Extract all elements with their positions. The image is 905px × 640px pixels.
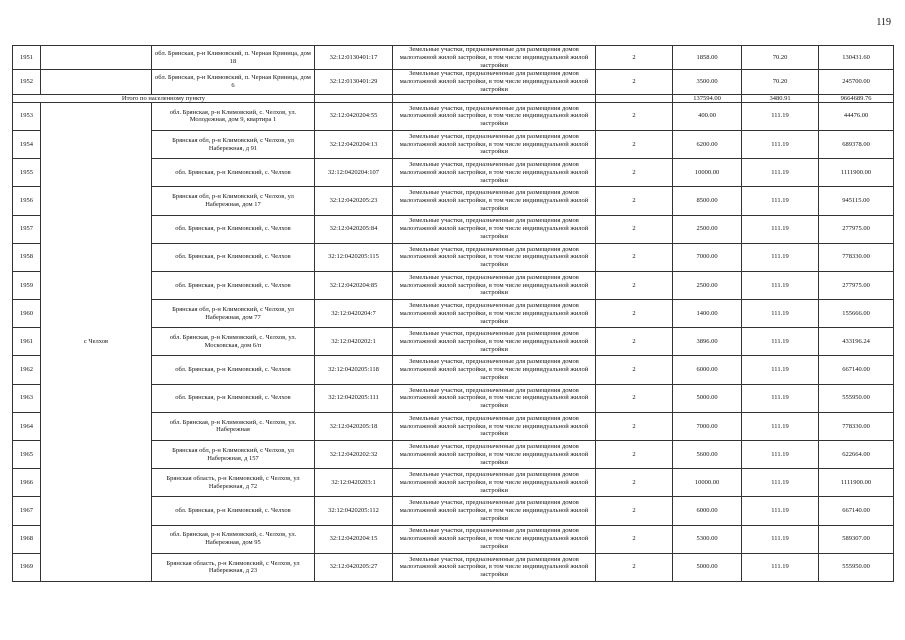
cadastral-value-cell: 130431.60 (819, 46, 894, 70)
row-number: 1951 (13, 46, 41, 70)
cadastral-number-cell: 32:12:0420204:55 (315, 102, 393, 130)
group-cell: 2 (596, 356, 673, 384)
cadastral-value-cell: 44476.00 (819, 102, 894, 130)
land-use-cell: Земельные участки, предназначенные для размещения домов малоэтажной жилой застройки, в том числе индивидуальной жилой застройки (393, 441, 596, 469)
rate-cell: 111.19 (742, 215, 819, 243)
rate-cell: 111.19 (742, 102, 819, 130)
group-cell: 2 (596, 328, 673, 356)
land-use-cell: Земельные участки, предназначенные для размещения домов малоэтажной жилой застройки, в том числе индивидуальной жилой застройки (393, 469, 596, 497)
row-number: 1968 (13, 525, 41, 553)
locality-label: с Челхов (41, 102, 152, 581)
area-cell: 6000.00 (673, 356, 742, 384)
cadastral-number-cell: 32:12:0130401:17 (315, 46, 393, 70)
row-number: 1966 (13, 469, 41, 497)
group-cell: 2 (596, 243, 673, 271)
land-use-cell: Земельные участки, предназначенные для размещения домов малоэтажной жилой застройки, в том числе индивидуальной жилой застройки (393, 70, 596, 94)
cadastral-value-cell: 1111900.00 (819, 469, 894, 497)
row-number: 1969 (13, 553, 41, 581)
rate-cell: 111.19 (742, 243, 819, 271)
address-cell: обл. Брянская, р-н Климовский, с. Челхов (152, 384, 315, 412)
cadastral-value-cell: 945115.00 (819, 187, 894, 215)
land-use-cell: Земельные участки, предназначенные для размещения домов малоэтажной жилой застройки, в том числе индивидуальной жилой застройки (393, 412, 596, 440)
cadastral-number-cell: 32:12:0420205:115 (315, 243, 393, 271)
address-cell: обл. Брянская, р-н Климовский, с. Челхов (152, 215, 315, 243)
row-number: 1967 (13, 497, 41, 525)
area-cell: 400.00 (673, 102, 742, 130)
cadastral-value-table (12, 45, 894, 582)
land-use-cell: Земельные участки, предназначенные для размещения домов малоэтажной жилой застройки, в том числе индивидуальной жилой застройки (393, 384, 596, 412)
cadastral-value-cell: 622664.00 (819, 441, 894, 469)
land-use-cell: Земельные участки, предназначенные для размещения домов малоэтажной жилой застройки, в том числе индивидуальной жилой застройки (393, 243, 596, 271)
group-cell: 2 (596, 300, 673, 328)
land-use-cell: Земельные участки, предназначенные для размещения домов малоэтажной жилой застройки, в том числе индивидуальной жилой застройки (393, 159, 596, 187)
address-cell: обл. Брянская, р-н Климовский, с. Челхов (152, 356, 315, 384)
cadastral-number-cell: 32:12:0420205:111 (315, 384, 393, 412)
cadastral-value-cell: 1111900.00 (819, 159, 894, 187)
area-cell: 6000.00 (673, 497, 742, 525)
rate-cell: 111.19 (742, 271, 819, 299)
total-row (13, 94, 894, 102)
rate-cell: 111.19 (742, 469, 819, 497)
land-use-cell: Земельные участки, предназначенные для размещения домов малоэтажной жилой застройки, в том числе индивидуальной жилой застройки (393, 215, 596, 243)
address-cell: обл. Брянская, р-н Климовский, с. Челхов, ул. Московская, дом 6/п (152, 328, 315, 356)
address-cell: обл. Брянская, р-н Климовский, с. Челхов (152, 243, 315, 271)
area-cell: 7000.00 (673, 412, 742, 440)
row-number: 1965 (13, 441, 41, 469)
group-cell: 2 (596, 130, 673, 158)
land-use-cell: Земельные участки, предназначенные для размещения домов малоэтажной жилой застройки, в том числе индивидуальной жилой застройки (393, 102, 596, 130)
group-cell: 2 (596, 441, 673, 469)
land-use-cell: Земельные участки, предназначенные для размещения домов малоэтажной жилой застройки, в том числе индивидуальной жилой застройки (393, 328, 596, 356)
area-cell: 10000.00 (673, 159, 742, 187)
group-cell: 2 (596, 215, 673, 243)
cadastral-value-cell: 277975.00 (819, 215, 894, 243)
cadastral-number-cell: 32:12:0420205:84 (315, 215, 393, 243)
land-use-cell: Земельные участки, предназначенные для размещения домов малоэтажной жилой застройки, в том числе индивидуальной жилой застройки (393, 187, 596, 215)
cadastral-number-cell: 32:12:0420205:23 (315, 187, 393, 215)
row-number: 1961 (13, 328, 41, 356)
cadastral-number-cell: 32:12:0420203:1 (315, 469, 393, 497)
group-cell: 2 (596, 46, 673, 70)
land-use-cell: Земельные участки, предназначенные для размещения домов малоэтажной жилой застройки, в том числе индивидуальной жилой застройки (393, 553, 596, 581)
cadastral-number-cell: 32:12:0420204:85 (315, 271, 393, 299)
area-cell: 5000.00 (673, 553, 742, 581)
total-area: 137594.00 (673, 94, 742, 102)
group-cell: 2 (596, 525, 673, 553)
rate-cell: 111.19 (742, 328, 819, 356)
table-row (13, 70, 894, 94)
row-number: 1957 (13, 215, 41, 243)
group-cell: 2 (596, 384, 673, 412)
group-cell: 2 (596, 553, 673, 581)
rate-cell: 111.19 (742, 412, 819, 440)
cadastral-value-cell: 245700.00 (819, 70, 894, 94)
address-cell: Брянская обл, р-н Климовский, с Челхов, ул Набережная, д 91 (152, 130, 315, 158)
address-cell: Брянская обл, р-н Климовский, с Челхов, ул Набережная, дом 77 (152, 300, 315, 328)
row-number: 1963 (13, 384, 41, 412)
area-cell: 7000.00 (673, 243, 742, 271)
rate-cell: 111.19 (742, 525, 819, 553)
cadastral-value-cell: 555950.00 (819, 384, 894, 412)
cadastral-value-cell: 778330.00 (819, 243, 894, 271)
cadastral-number-cell: 32:12:0420204:7 (315, 300, 393, 328)
row-number: 1952 (13, 70, 41, 94)
rate-cell: 111.19 (742, 497, 819, 525)
cadastral-value-cell: 689378.00 (819, 130, 894, 158)
group-cell: 2 (596, 70, 673, 94)
group-cell: 2 (596, 187, 673, 215)
cadastral-value-cell: 555950.00 (819, 553, 894, 581)
address-cell: Брянская область, р-н Климовский, с Челхов, ул Набережная, д 23 (152, 553, 315, 581)
group-cell: 2 (596, 271, 673, 299)
rate-cell: 111.19 (742, 300, 819, 328)
land-use-cell: Земельные участки, предназначенные для размещения домов малоэтажной жилой застройки, в том числе индивидуальной жилой застройки (393, 525, 596, 553)
row-number: 1956 (13, 187, 41, 215)
total-label: Итого по населенному пункту (13, 94, 315, 102)
address-cell: обл. Брянская, р-н Климовский, с. Челхов (152, 271, 315, 299)
address-cell: Брянская обл, р-н Климовский, с Челхов, ул Набережная, дом 17 (152, 187, 315, 215)
total-rate: 3480.91 (742, 94, 819, 102)
row-number: 1955 (13, 159, 41, 187)
group-cell: 2 (596, 412, 673, 440)
group-cell: 2 (596, 102, 673, 130)
area-cell: 10000.00 (673, 469, 742, 497)
cadastral-number-cell: 32:12:0420205:18 (315, 412, 393, 440)
cadastral-value-cell: 778330.00 (819, 412, 894, 440)
cadastral-value-cell: 667140.00 (819, 356, 894, 384)
total-value: 9664689.76 (819, 94, 894, 102)
address-cell: обл. Брянская, р-н Климовский, п. Черная Криница, дом 6 (152, 70, 315, 94)
land-use-cell: Земельные участки, предназначенные для размещения домов малоэтажной жилой застройки, в том числе индивидуальной жилой застройки (393, 46, 596, 70)
group-cell: 2 (596, 497, 673, 525)
area-cell: 6200.00 (673, 130, 742, 158)
address-cell: Брянская обл, р-н Климовский, с Челхов, ул Набережная, д 157 (152, 441, 315, 469)
group-cell: 2 (596, 469, 673, 497)
area-cell: 1858.00 (673, 46, 742, 70)
cadastral-number-cell: 32:12:0420205:27 (315, 553, 393, 581)
total-section (13, 94, 894, 102)
area-cell: 5000.00 (673, 384, 742, 412)
cadastral-number-cell: 32:12:0420205:112 (315, 497, 393, 525)
cadastral-value-cell: 589307.00 (819, 525, 894, 553)
rate-cell: 111.19 (742, 187, 819, 215)
cadastral-number-cell: 32:12:0420205:118 (315, 356, 393, 384)
address-cell: обл. Брянская, р-н Климовский, с. Челхов, ул. Набережная, дом 95 (152, 525, 315, 553)
land-use-cell: Земельные участки, предназначенные для размещения домов малоэтажной жилой застройки, в том числе индивидуальной жилой застройки (393, 300, 596, 328)
rate-cell: 111.19 (742, 130, 819, 158)
row-number: 1954 (13, 130, 41, 158)
address-cell: обл. Брянская, р-н Климовский, с. Челхов, ул. Набережная (152, 412, 315, 440)
area-cell: 3500.00 (673, 70, 742, 94)
locality-cell (41, 46, 152, 70)
area-cell: 5300.00 (673, 525, 742, 553)
rate-cell: 70.20 (742, 46, 819, 70)
row-number: 1953 (13, 102, 41, 130)
cadastral-number-cell: 32:12:0420204:13 (315, 130, 393, 158)
table-row (13, 46, 894, 70)
address-cell: обл. Брянская, р-н Климовский, с. Челхов (152, 159, 315, 187)
land-use-cell: Земельные участки, предназначенные для размещения домов малоэтажной жилой застройки, в том числе индивидуальной жилой застройки (393, 130, 596, 158)
cadastral-number-cell: 32:12:0420202:32 (315, 441, 393, 469)
cadastral-number-cell: 32:12:0130401:29 (315, 70, 393, 94)
group-cell: 2 (596, 159, 673, 187)
land-use-cell: Земельные участки, предназначенные для размещения домов малоэтажной жилой застройки, в том числе индивидуальной жилой застройки (393, 497, 596, 525)
cadastral-number-cell: 32:12:0420204:15 (315, 525, 393, 553)
area-cell: 1400.00 (673, 300, 742, 328)
rows-after-total (13, 102, 894, 581)
area-cell: 2500.00 (673, 271, 742, 299)
page-number: 119 (876, 17, 891, 28)
row-number: 1959 (13, 271, 41, 299)
area-cell: 5600.00 (673, 441, 742, 469)
address-cell: обл. Брянская, р-н Климовский, с. Челхов, ул. Молодежная, дом 9, квартира 1 (152, 102, 315, 130)
rate-cell: 111.19 (742, 356, 819, 384)
area-cell: 3896.00 (673, 328, 742, 356)
row-number: 1958 (13, 243, 41, 271)
land-use-cell: Земельные участки, предназначенные для размещения домов малоэтажной жилой застройки, в том числе индивидуальной жилой застройки (393, 271, 596, 299)
cadastral-value-cell: 433196.24 (819, 328, 894, 356)
table-row (13, 102, 894, 130)
rows-before-total (13, 46, 894, 95)
row-number: 1964 (13, 412, 41, 440)
cadastral-value-cell: 667140.00 (819, 497, 894, 525)
address-cell: Брянская область, р-н Климовский, с Челхов, ул Набережная, д 72 (152, 469, 315, 497)
cadastral-value-cell: 277975.00 (819, 271, 894, 299)
rate-cell: 111.19 (742, 384, 819, 412)
rate-cell: 111.19 (742, 441, 819, 469)
cadastral-number-cell: 32:12:0420202:1 (315, 328, 393, 356)
rate-cell: 111.19 (742, 159, 819, 187)
rate-cell: 111.19 (742, 553, 819, 581)
locality-cell (41, 70, 152, 94)
area-cell: 8500.00 (673, 187, 742, 215)
row-number: 1960 (13, 300, 41, 328)
area-cell: 2500.00 (673, 215, 742, 243)
land-use-cell: Земельные участки, предназначенные для размещения домов малоэтажной жилой застройки, в том числе индивидуальной жилой застройки (393, 356, 596, 384)
rate-cell: 70.20 (742, 70, 819, 94)
row-number: 1962 (13, 356, 41, 384)
address-cell: обл. Брянская, р-н Климовский, п. Черная Криница, дом 18 (152, 46, 315, 70)
cadastral-value-cell: 155666.00 (819, 300, 894, 328)
cadastral-number-cell: 32:12:0420204:107 (315, 159, 393, 187)
address-cell: обл. Брянская, р-н Климовский, с. Челхов (152, 497, 315, 525)
